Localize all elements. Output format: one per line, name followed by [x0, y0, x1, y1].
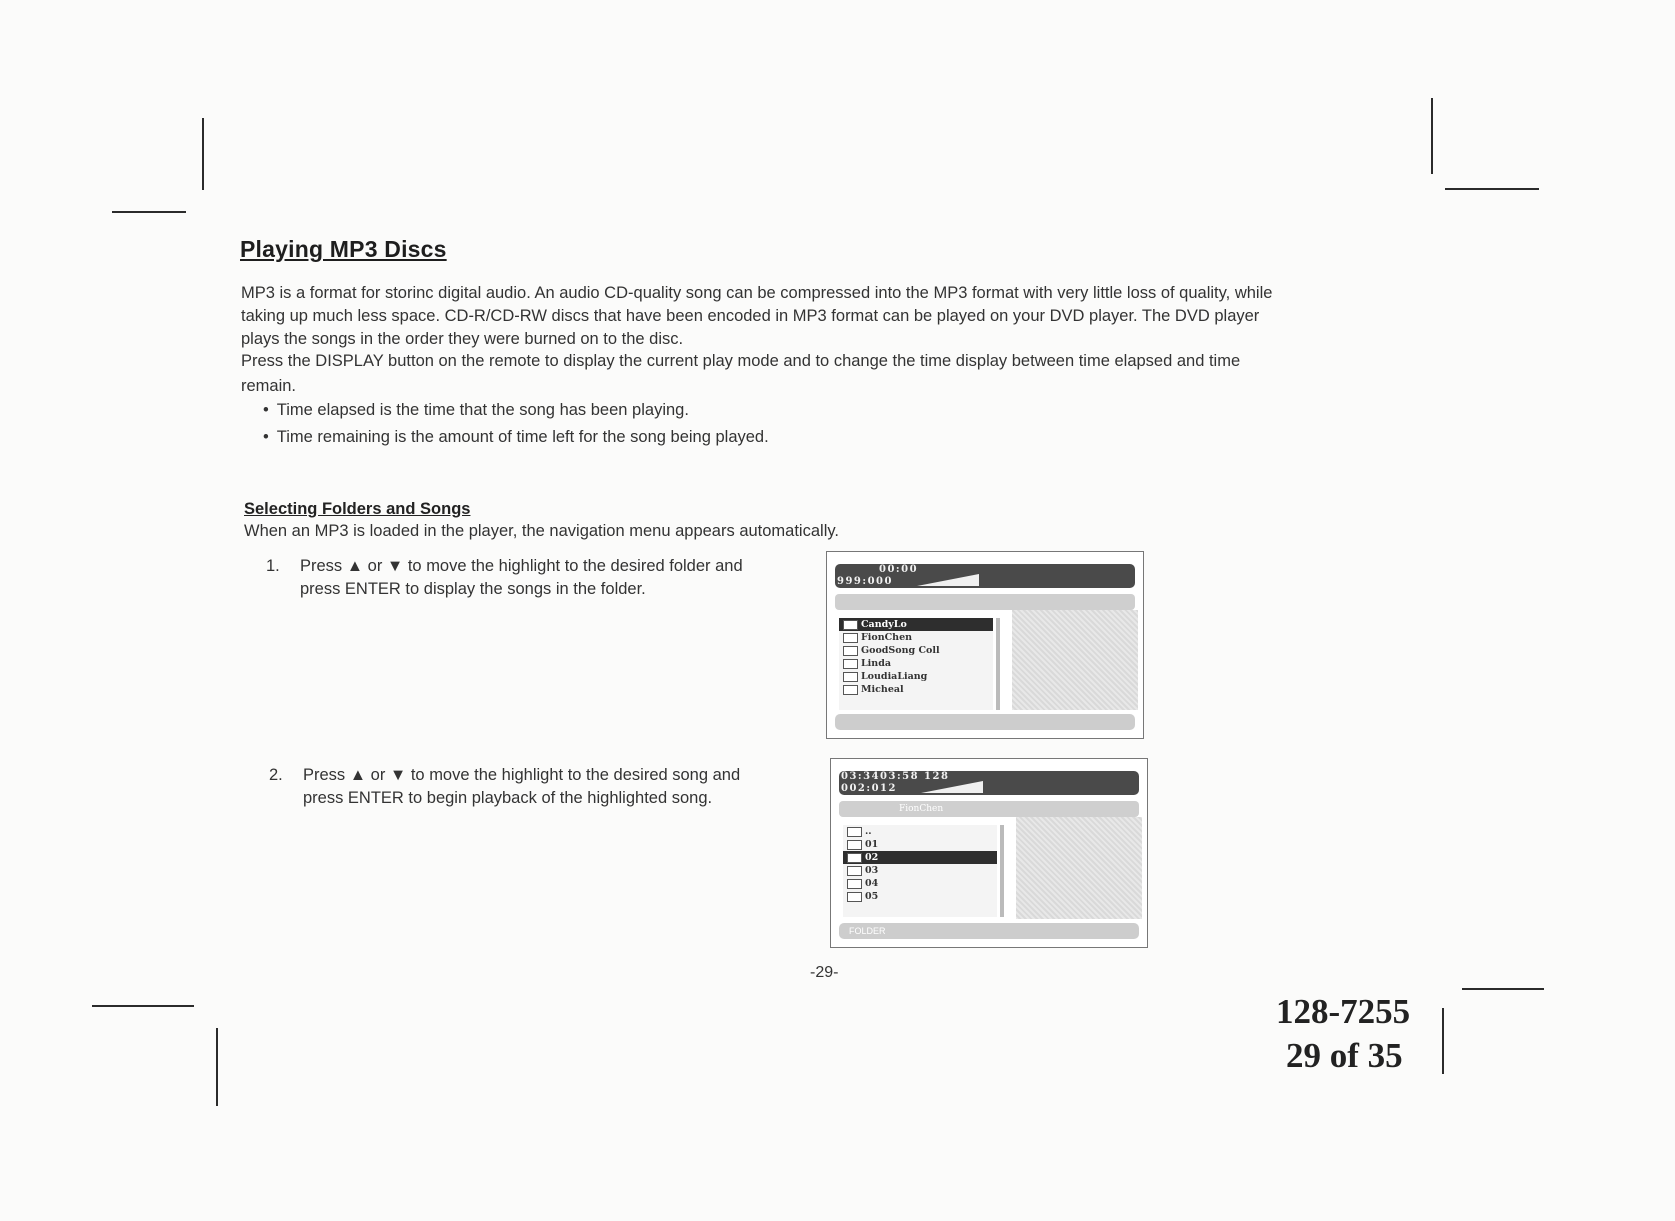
bullet-time-remaining: • Time remaining is the amount of time left for the song being played.	[263, 428, 769, 447]
folder-list	[839, 618, 993, 710]
page-title: Playing MP3 Discs	[240, 236, 447, 262]
path-bar	[835, 594, 1135, 610]
bullet-time-elapsed: • Time elapsed is the time that the song has been playing.	[263, 401, 689, 420]
footer-bar	[835, 714, 1135, 730]
folder-icon	[843, 672, 858, 682]
song-item[interactable]: 03	[843, 864, 997, 877]
time-display: 03:3403:58 128	[841, 771, 950, 782]
intro-line: Press the DISPLAY button on the remote to display the current play mode and to change the time display between time elapsed and time	[241, 352, 1241, 370]
step-2	[269, 764, 823, 810]
status-bar	[839, 771, 1139, 795]
intro-line: plays the songs in the order they were burned on to the disc.	[241, 330, 684, 348]
counter-display: 002:012	[841, 783, 897, 794]
crop-mark	[1462, 988, 1544, 990]
document-page-count: 29 of 35	[1286, 1036, 1403, 1075]
section-intro: When an MP3 is loaded in the player, the navigation menu appears automatically.	[244, 522, 839, 540]
folder-item[interactable]: GoodSong Coll	[839, 644, 993, 657]
scrollbar[interactable]	[1000, 825, 1004, 917]
current-folder: FionChen	[899, 804, 944, 814]
document-number: 128-7255	[1276, 992, 1411, 1031]
footer-bar: FOLDER	[839, 923, 1139, 939]
file-icon	[847, 853, 862, 863]
crop-mark	[1442, 1008, 1444, 1074]
preview-pane	[1012, 610, 1138, 710]
intro-line: MP3 is a format for storinc digital audio. An audio CD-quality song can be compressed into the MP3 format with very little loss of quality, while	[241, 284, 1273, 302]
step-text: press ENTER to display the songs in the folder.	[300, 580, 646, 598]
file-icon	[847, 866, 862, 876]
section-heading: Selecting Folders and Songs	[244, 500, 471, 518]
song-item[interactable]: 04	[843, 877, 997, 890]
step-number: 2.	[269, 766, 283, 784]
folder-menu-screenshot	[826, 551, 1144, 739]
step-number: 1.	[266, 557, 280, 575]
counter-display: 999:000	[837, 576, 893, 587]
step-text: press ENTER to begin playback of the highlighted song.	[303, 789, 713, 807]
folder-item[interactable]: LoudiaLiang	[839, 670, 993, 683]
song-item[interactable]: ..	[843, 825, 997, 838]
scrollbar[interactable]	[996, 618, 1000, 710]
folder-icon	[843, 620, 858, 630]
folder-item[interactable]: Micheal	[839, 683, 993, 696]
volume-icon	[917, 574, 979, 586]
folder-item[interactable]: CandyLo	[839, 618, 993, 631]
crop-mark	[112, 211, 186, 213]
step-text: Press ▲ or ▼ to move the highlight to the desired folder and	[300, 557, 743, 575]
file-icon	[847, 827, 862, 837]
preview-pane	[1016, 817, 1142, 919]
step-text: Press ▲ or ▼ to move the highlight to the desired song and	[303, 766, 741, 784]
song-menu-screenshot	[830, 758, 1148, 948]
volume-icon	[921, 781, 983, 793]
path-bar	[839, 801, 1139, 817]
status-bar	[835, 564, 1135, 588]
folder-item[interactable]: Linda	[839, 657, 993, 670]
crop-mark	[216, 1028, 218, 1106]
folder-icon	[843, 659, 858, 669]
intro-line: taking up much less space. CD-R/CD-RW discs that have been encoded in MP3 format can be played on your DVD player. The DVD player	[241, 307, 1260, 325]
folder-icon	[843, 646, 858, 656]
file-icon	[847, 892, 862, 902]
intro-line: remain.	[241, 377, 297, 395]
file-icon	[847, 879, 862, 889]
time-display: 00:00	[879, 564, 919, 575]
step-1	[266, 555, 820, 601]
crop-mark	[1431, 98, 1433, 174]
crop-mark	[1445, 188, 1539, 190]
song-item[interactable]: 05	[843, 890, 997, 903]
folder-item[interactable]: FionChen	[839, 631, 993, 644]
page-number: -29-	[810, 964, 839, 981]
song-item[interactable]: 02	[843, 851, 997, 864]
song-list	[843, 825, 997, 917]
song-item[interactable]: 01	[843, 838, 997, 851]
folder-icon	[843, 685, 858, 695]
crop-mark	[202, 118, 204, 190]
folder-icon	[843, 633, 858, 643]
file-icon	[847, 840, 862, 850]
crop-mark	[92, 1005, 194, 1007]
